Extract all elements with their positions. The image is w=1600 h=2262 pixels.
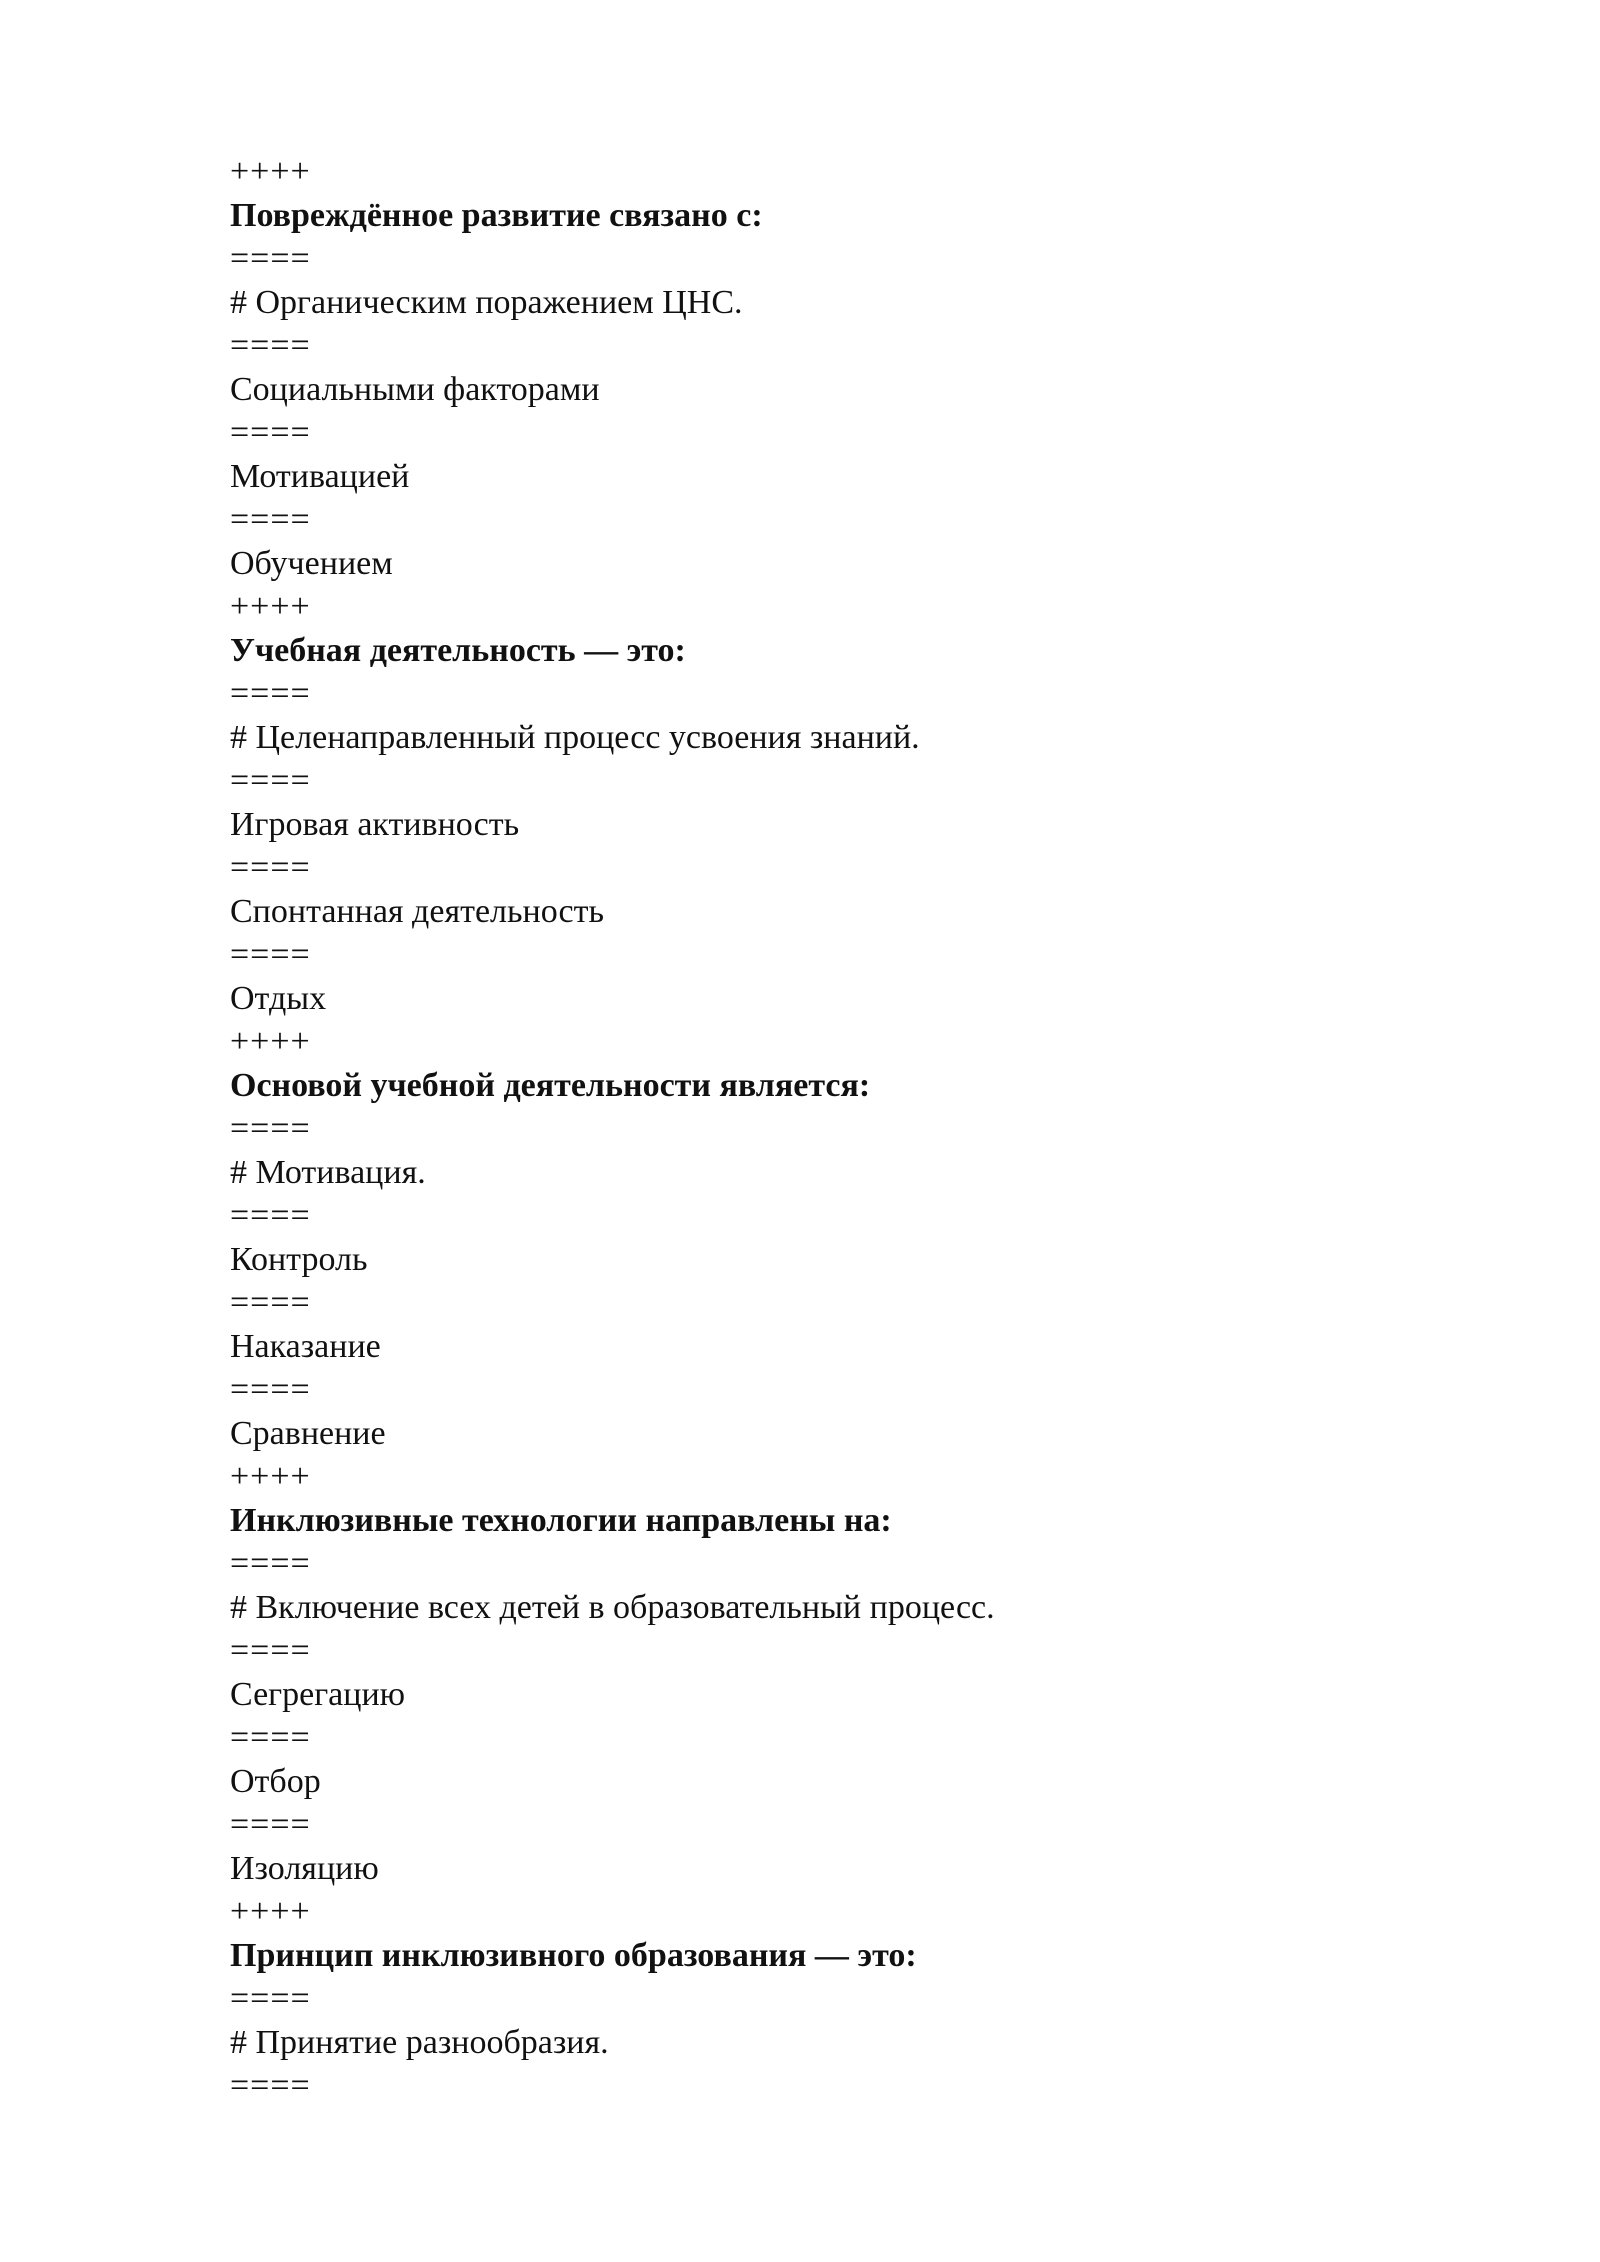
question-block [230, 585, 1430, 1020]
option-separator: ==== [230, 1632, 311, 1669]
block-marker: ++++ [230, 1023, 311, 1060]
option-correct: # Целенаправленный процесс усвоения знаний. [230, 718, 920, 756]
block-marker: ++++ [230, 1893, 311, 1930]
option-separator: ==== [230, 1719, 311, 1756]
block-marker: ++++ [230, 588, 311, 625]
option-text: Спонтанная деятельность [230, 892, 604, 930]
option-separator: ==== [230, 1545, 311, 1582]
option-separator: ==== [230, 240, 311, 277]
option-correct: # Включение всех детей в образовательный процесс. [230, 1588, 995, 1626]
question-block [230, 150, 1430, 585]
document-content [230, 150, 1430, 2108]
question-block [230, 1020, 1430, 1455]
option-separator: ==== [230, 936, 311, 973]
option-separator: ==== [230, 414, 311, 451]
option-text: Игровая активность [230, 805, 520, 843]
option-separator: ==== [230, 1284, 311, 1321]
question-text: Принцип инклюзивного образования — это: [230, 1936, 917, 1974]
option-text: Контроль [230, 1240, 368, 1278]
option-text: Сегрегацию [230, 1675, 406, 1713]
option-separator: ==== [230, 2067, 311, 2104]
block-marker: ++++ [230, 153, 311, 190]
option-correct: # Принятие разнообразия. [230, 2023, 609, 2061]
option-separator: ==== [230, 327, 311, 364]
option-separator: ==== [230, 1197, 311, 1234]
option-separator: ==== [230, 501, 311, 538]
option-separator: ==== [230, 762, 311, 799]
option-text: Сравнение [230, 1414, 386, 1452]
block-marker: ++++ [230, 1458, 311, 1495]
option-separator: ==== [230, 1980, 311, 2017]
option-text: Обучением [230, 544, 393, 582]
option-correct: # Органическим поражением ЦНС. [230, 283, 743, 321]
option-text: Наказание [230, 1327, 381, 1365]
option-separator: ==== [230, 849, 311, 886]
question-text: Повреждённое развитие связано с: [230, 196, 763, 234]
question-text: Инклюзивные технологии направлены на: [230, 1501, 892, 1539]
option-text: Мотивацией [230, 457, 410, 495]
option-separator: ==== [230, 1806, 311, 1843]
option-text: Отдых [230, 979, 327, 1017]
question-text: Учебная деятельность — это: [230, 631, 686, 669]
question-text: Основой учебной деятельности является: [230, 1066, 871, 1104]
option-separator: ==== [230, 1110, 311, 1147]
option-separator: ==== [230, 1371, 311, 1408]
question-block [230, 1890, 1430, 2108]
question-block [230, 1455, 1430, 1890]
option-separator: ==== [230, 675, 311, 712]
option-correct: # Мотивация. [230, 1153, 426, 1191]
option-text: Социальными факторами [230, 370, 600, 408]
option-text: Изоляцию [230, 1849, 379, 1887]
option-text: Отбор [230, 1762, 321, 1800]
